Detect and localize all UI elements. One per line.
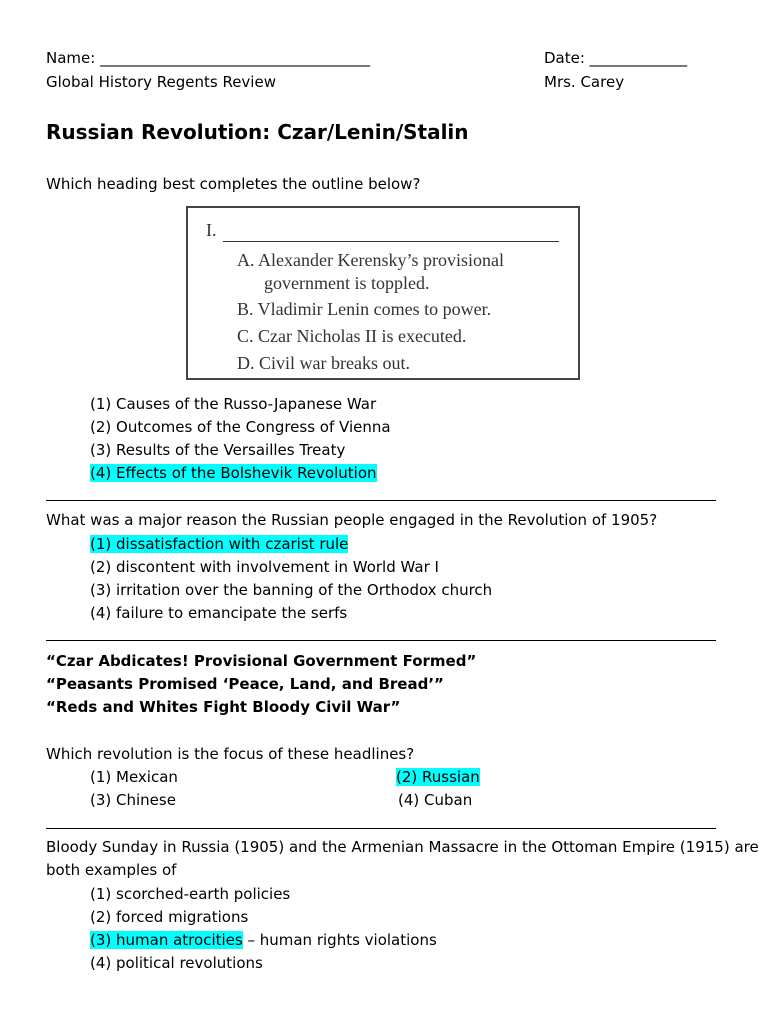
q1-choice-1: (1) Causes of the Russo-Japanese War	[90, 395, 377, 413]
q4-choice-1: (1) scorched-earth policies	[90, 885, 291, 903]
question-2-prompt: What was a major reason the Russian people engaged in the Revolution of 1905?	[46, 511, 658, 529]
headline-2: “Peasants Promised ‘Peace, Land, and Bread’”	[46, 675, 444, 693]
q4-choice-3	[90, 929, 437, 951]
page-title: Russian Revolution: Czar/Lenin/Stalin	[46, 120, 469, 144]
q1-choice-4	[90, 462, 377, 484]
q2-choice-2: (2) discontent with involvement in World War I	[90, 558, 439, 576]
q2-choice-3: (3) irritation over the banning of the Orthodox church	[90, 581, 493, 599]
course-name: Global History Regents Review	[46, 73, 276, 91]
outline-heading-line	[206, 218, 559, 242]
q1-choice-3: (3) Results of the Versailles Treaty	[90, 441, 346, 459]
question-1-prompt: Which heading best completes the outline below?	[46, 175, 421, 193]
outline-blank	[223, 223, 559, 242]
teacher-name: Mrs. Carey	[544, 73, 625, 91]
outline-item-d: D. Civil war breaks out.	[237, 353, 410, 373]
q3-choice-3: (3) Chinese	[90, 791, 176, 809]
q4-choice-4: (4) political revolutions	[90, 954, 263, 972]
date-field-label: Date: _____________	[544, 49, 688, 67]
q3-choice-2	[396, 766, 480, 788]
q2-answer-highlight: (1) dissatisfaction with czarist rule	[90, 535, 349, 553]
outline-image	[186, 206, 580, 380]
divider-3	[46, 828, 716, 829]
divider-1	[46, 500, 716, 501]
q4-answer-note: – human rights violations	[242, 931, 437, 949]
name-field-label: Name: ____________________________________	[46, 49, 371, 67]
q4-answer-highlight: (3) human atrocities	[90, 931, 243, 949]
outline-item-b: B. Vladimir Lenin comes to power.	[237, 299, 492, 319]
q3-answer-highlight: (2) Russian	[396, 768, 480, 786]
headline-1: “Czar Abdicates! Provisional Government Formed”	[46, 652, 477, 670]
q4-choice-2: (2) forced migrations	[90, 908, 249, 926]
q2-choice-4: (4) failure to emancipate the serfs	[90, 604, 348, 622]
question-3-prompt: Which revolution is the focus of these headlines?	[46, 745, 415, 763]
q2-choice-1	[90, 533, 348, 555]
question-4-prompt-line-1: Bloody Sunday in Russia (1905) and the Armenian Massacre in the Ottoman Empire (1915) are	[46, 838, 759, 856]
divider-2	[46, 640, 716, 641]
question-4-prompt-line-2: both examples of	[46, 861, 177, 879]
outline-item-c: C. Czar Nicholas II is executed.	[237, 326, 467, 346]
outline-numeral: I.	[206, 220, 217, 240]
q3-choice-1: (1) Mexican	[90, 768, 178, 786]
outline-item-a-cont: government is toppled.	[264, 273, 430, 293]
q1-answer-highlight: (4) Effects of the Bolshevik Revolution	[90, 464, 377, 482]
headline-3: “Reds and Whites Fight Bloody Civil War”	[46, 698, 401, 716]
q1-choice-2: (2) Outcomes of the Congress of Vienna	[90, 418, 391, 436]
outline-item-a: A. Alexander Kerensky’s provisional	[237, 250, 504, 270]
q3-choice-4: (4) Cuban	[398, 791, 473, 809]
